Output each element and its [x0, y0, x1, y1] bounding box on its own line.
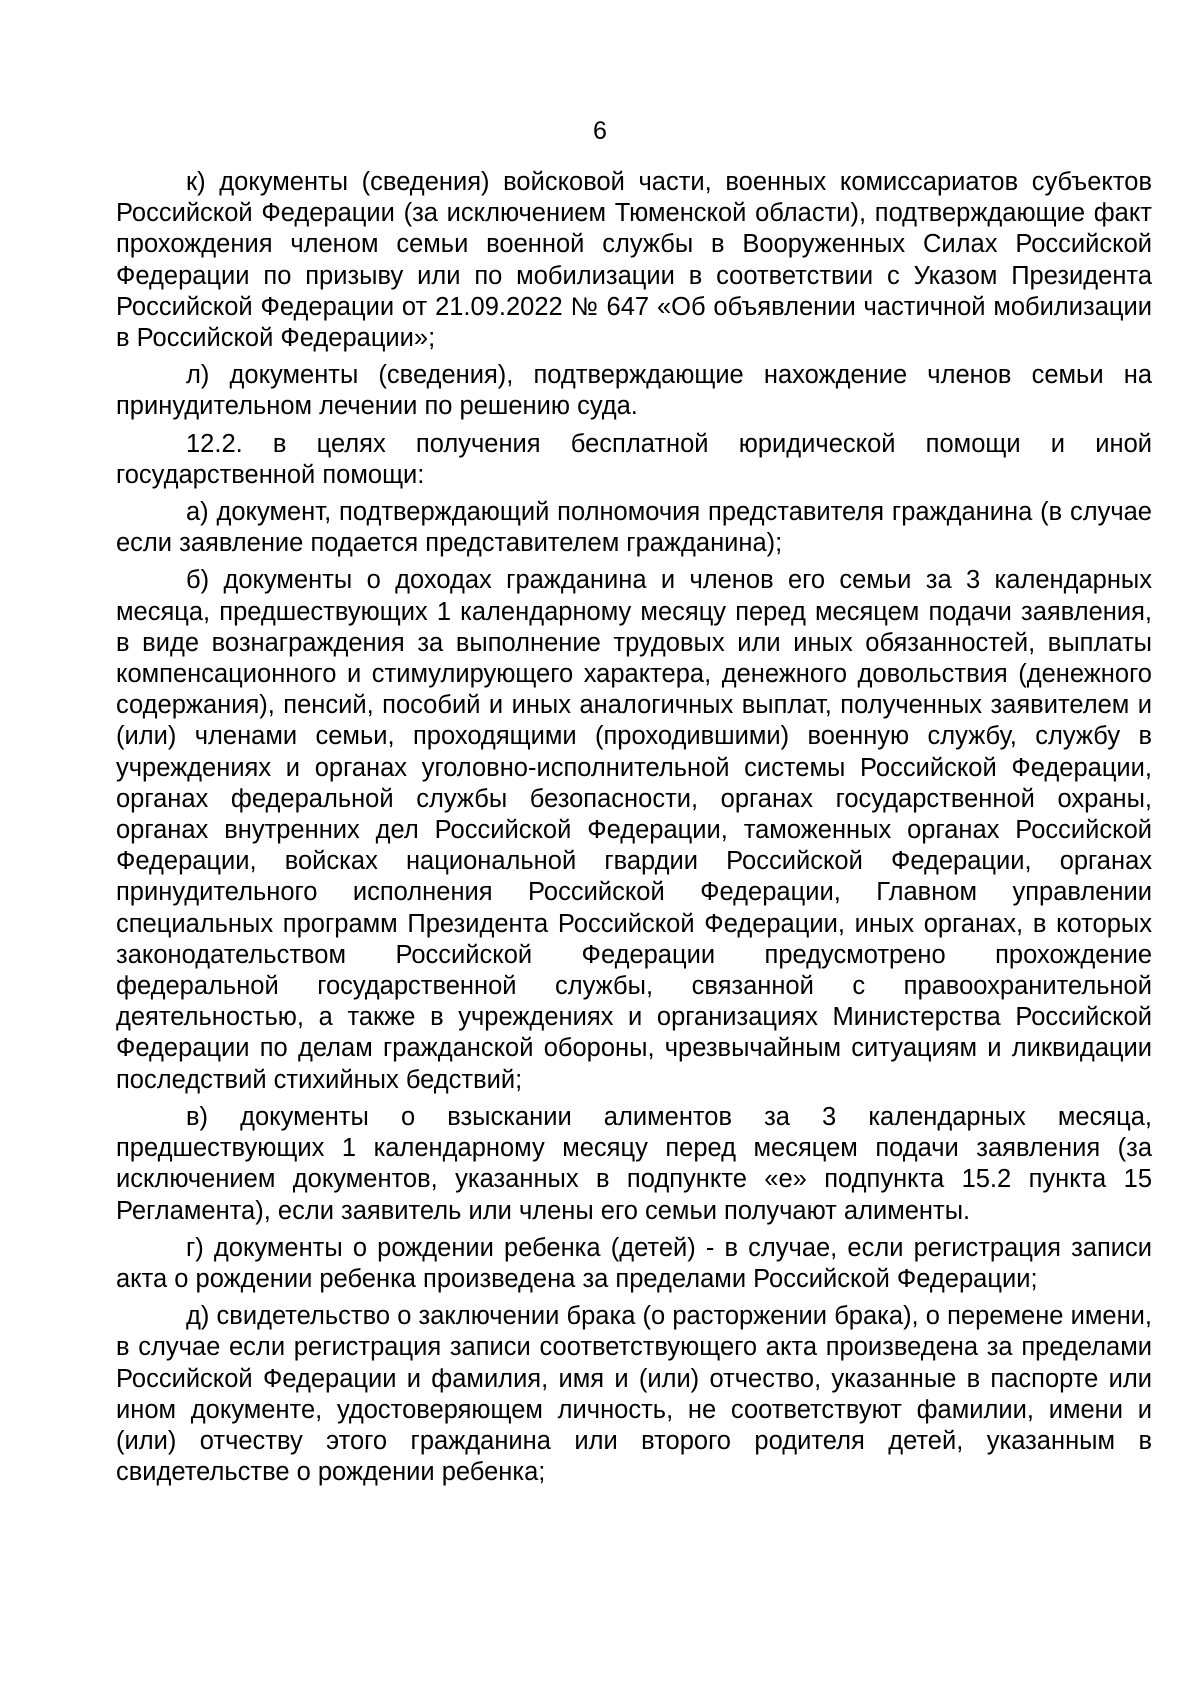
page-number: 6	[593, 117, 607, 145]
paragraph-b: б) документы о доходах гражданина и членов его семьи за 3 календарных месяца, предшествующих 1 календарному месяцу перед месяцем подачи заявления, в виде вознаграждения за выполнение трудовых или иных обязанностей, выплаты компенсационного и стимулирующего характера, денежного довольствия (денежного содержания), пенсий, пособий и иных аналогичных выплат, полученных заявителем и (или) членами семьи, проходящими (проходившими) военную службу, службу в учреждениях и органах уголовно-исполнительной системы Российской Федерации, органах федеральной службы безопасности, органах государственной охраны, органах внутренних дел Российской Федерации, таможенных органах Российской Федерации, войсках национальной гвардии Российской Федерации, органах принудительного исполнения Российской Федерации, Главном управлении специальных программ Президента Российской Федерации, иных органах, в которых законодательством Российской Федерации предусмотрено прохождение федеральной государственной службы, связанной с правоохранительной деятельностью, а также в учреждениях и организациях Министерства Российской Федерации по делам гражданской обороны, чрезвычайным ситуациям и ликвидации последствий стихийных бедствий;	[116, 566, 1152, 1094]
paragraph-d: д) свидетельство о заключении брака (о расторжении брака), о перемене имени, в случае если регистрация записи соответствующего акта произведена за пределами Российской Федерации и фамилия, имя и (или) отчество, указанные в паспорте или ином документе, удостоверяющем личность, не соответствуют фамилии, имени и (или) отчеству этого гражданина или второго родителя детей, указанным в свидетельстве о рождении ребенка;	[116, 1302, 1152, 1487]
paragraph-12-2: 12.2. в целях получения бесплатной юридической помощи и иной государственной помощи:	[116, 429, 1152, 489]
paragraph-v: в) документы о взыскании алиментов за 3 календарных месяца, предшествующих 1 календарному месяцу перед месяцем подачи заявления (за исключением документов, указанных в подпункте «е» подпункта 15.2 пункта 15 Регламента), если заявитель или члены его семьи получают алименты.	[116, 1102, 1152, 1225]
paragraph-k: к) документы (сведения) войсковой части, военных комиссариатов субъектов Российской Федерации (за исключением Тюменской области), подтверждающие факт прохождения членом семьи военной службы в Вооруженных Силах Российской Федерации по призыву или по мобилизации в соответствии с Указом Президента Российской Федерации от 21.09.2022 № 647 «Об объявлении частичной мобилизации в Российской Федерации»;	[116, 168, 1152, 353]
paragraph-g: г) документы о рождении ребенка (детей) - в случае, если регистрация записи акта о рождении ребенка произведена за пределами Российской Федерации;	[116, 1233, 1152, 1293]
paragraph-a: а) документ, подтверждающий полномочия представителя гражданина (в случае если заявление подается представителем гражданина);	[116, 498, 1152, 558]
document-body	[116, 167, 1152, 1494]
paragraph-l: л) документы (сведения), подтверждающие нахождение членов семьи на принудительном лечении по решению суда.	[116, 361, 1152, 421]
